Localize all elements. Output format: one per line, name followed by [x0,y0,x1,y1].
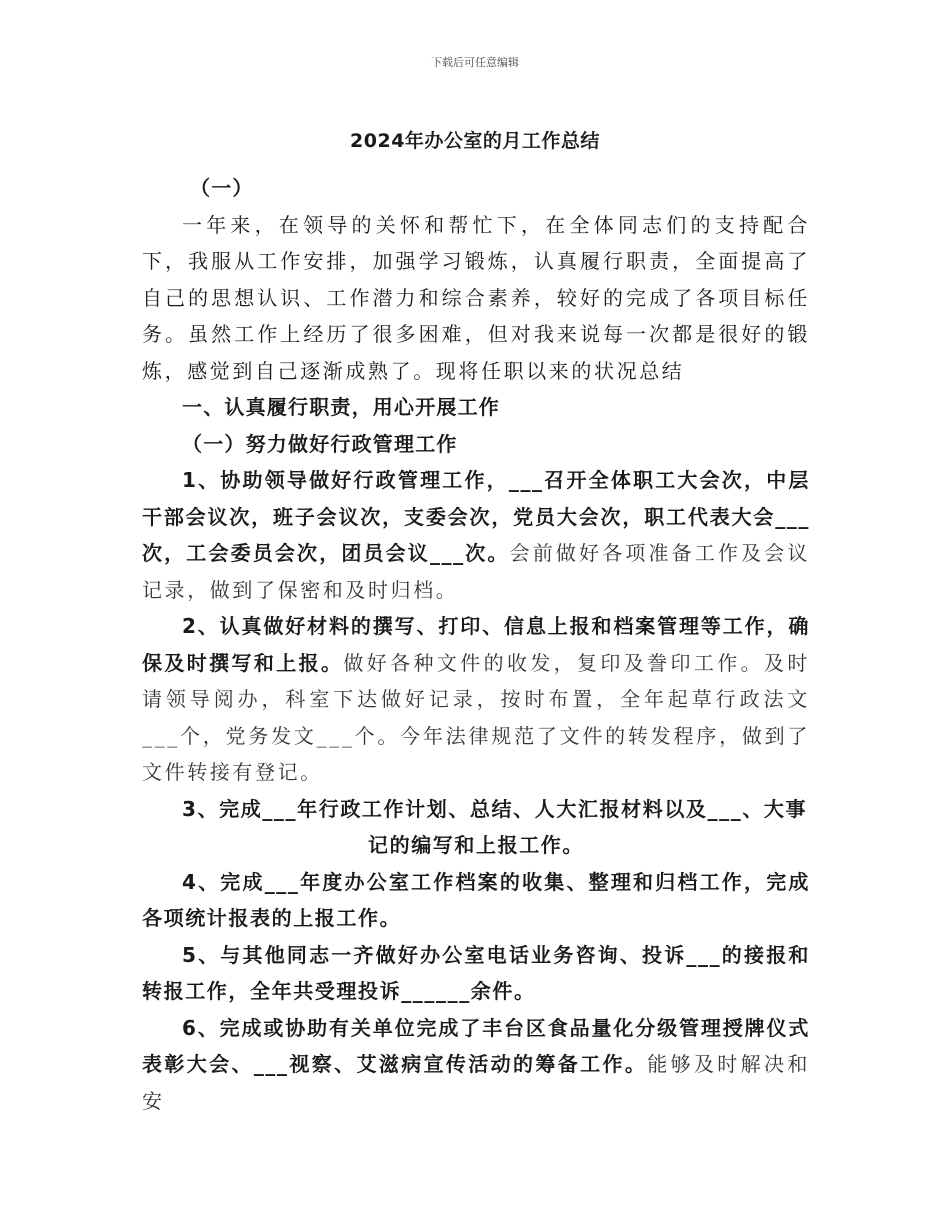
item-3-line-1: 3、完成___年行政工作计划、总结、人大汇报材料以及___、大事 [182,796,808,821]
item-2-normal-text: 做好各种文件的收发，复印及誊印工作。及时请领导阅办，科室下达做好记录，按时布置，全年起草行政法文___个，党务发文___个。今年法律规范了文件的转发程序，做到了文件转接有登记。 [142,650,810,784]
item-2-bold-text: 2、认真做好材料的撰写、打印、信息上报和档案管理等工作，确保及时撰写和上报。 [142,614,810,675]
item-6-paragraph [142,1010,810,1120]
intro-paragraph: 一年来，在领导的关怀和帮忙下，在全体同志们的支持配合下，我服从工作安排，加强学习锻炼，认真履行职责，全面提高了自己的思想认识、工作潜力和综合素养，较好的完成了各项目标任务。虽然工作上经历了很多困难，但对我来说每一次都是很好的锻炼，感觉到自己逐渐成熟了。现将任职以来的状况总结 [142,212,810,383]
item-6-bold-text: 6、完成或协助有关单位完成了丰台区食品量化分级管理授牌仪式表彰大会、___视察、艾滋病宣传活动的筹备工作。 [142,1015,810,1076]
item-5-paragraph: 5、与其他同志一齐做好办公室电话业务咨询、投诉___的接报和转报工作，全年共受理投诉______余件。 [142,942,810,1003]
section-1-heading: 一、认真履行职责，用心开展工作 [182,395,500,419]
item-1-bold-text: 1、协助领导做好行政管理工作，___召开全体职工大会次，中层干部会议次，班子会议次，支委会次，党员大会次，职工代表大会___次，工会委员会次，团员会议___次。 [142,468,810,565]
document-body [142,170,810,1119]
item-1-normal-text: 会前做好各项准备工作及会议记录，做到了保密和及时归档。 [142,541,810,602]
item-3-line-2: 记的编写和上报工作。 [368,833,584,857]
header-note: 下载后可任意编辑 [431,56,519,69]
item-4-paragraph: 4、完成___年度办公室工作档案的收集、整理和归档工作，完成各项统计报表的上报工作。 [142,869,810,930]
item-1-paragraph [142,462,810,608]
subsection-1-heading: （一）努力做好行政管理工作 [182,431,458,456]
item-6-normal-text: 能够及时解决和安 [142,1052,811,1113]
document-title: 2024年办公室的月工作总结 [350,130,600,152]
part-marker: （一） [190,176,254,200]
item-2-paragraph [142,608,810,791]
